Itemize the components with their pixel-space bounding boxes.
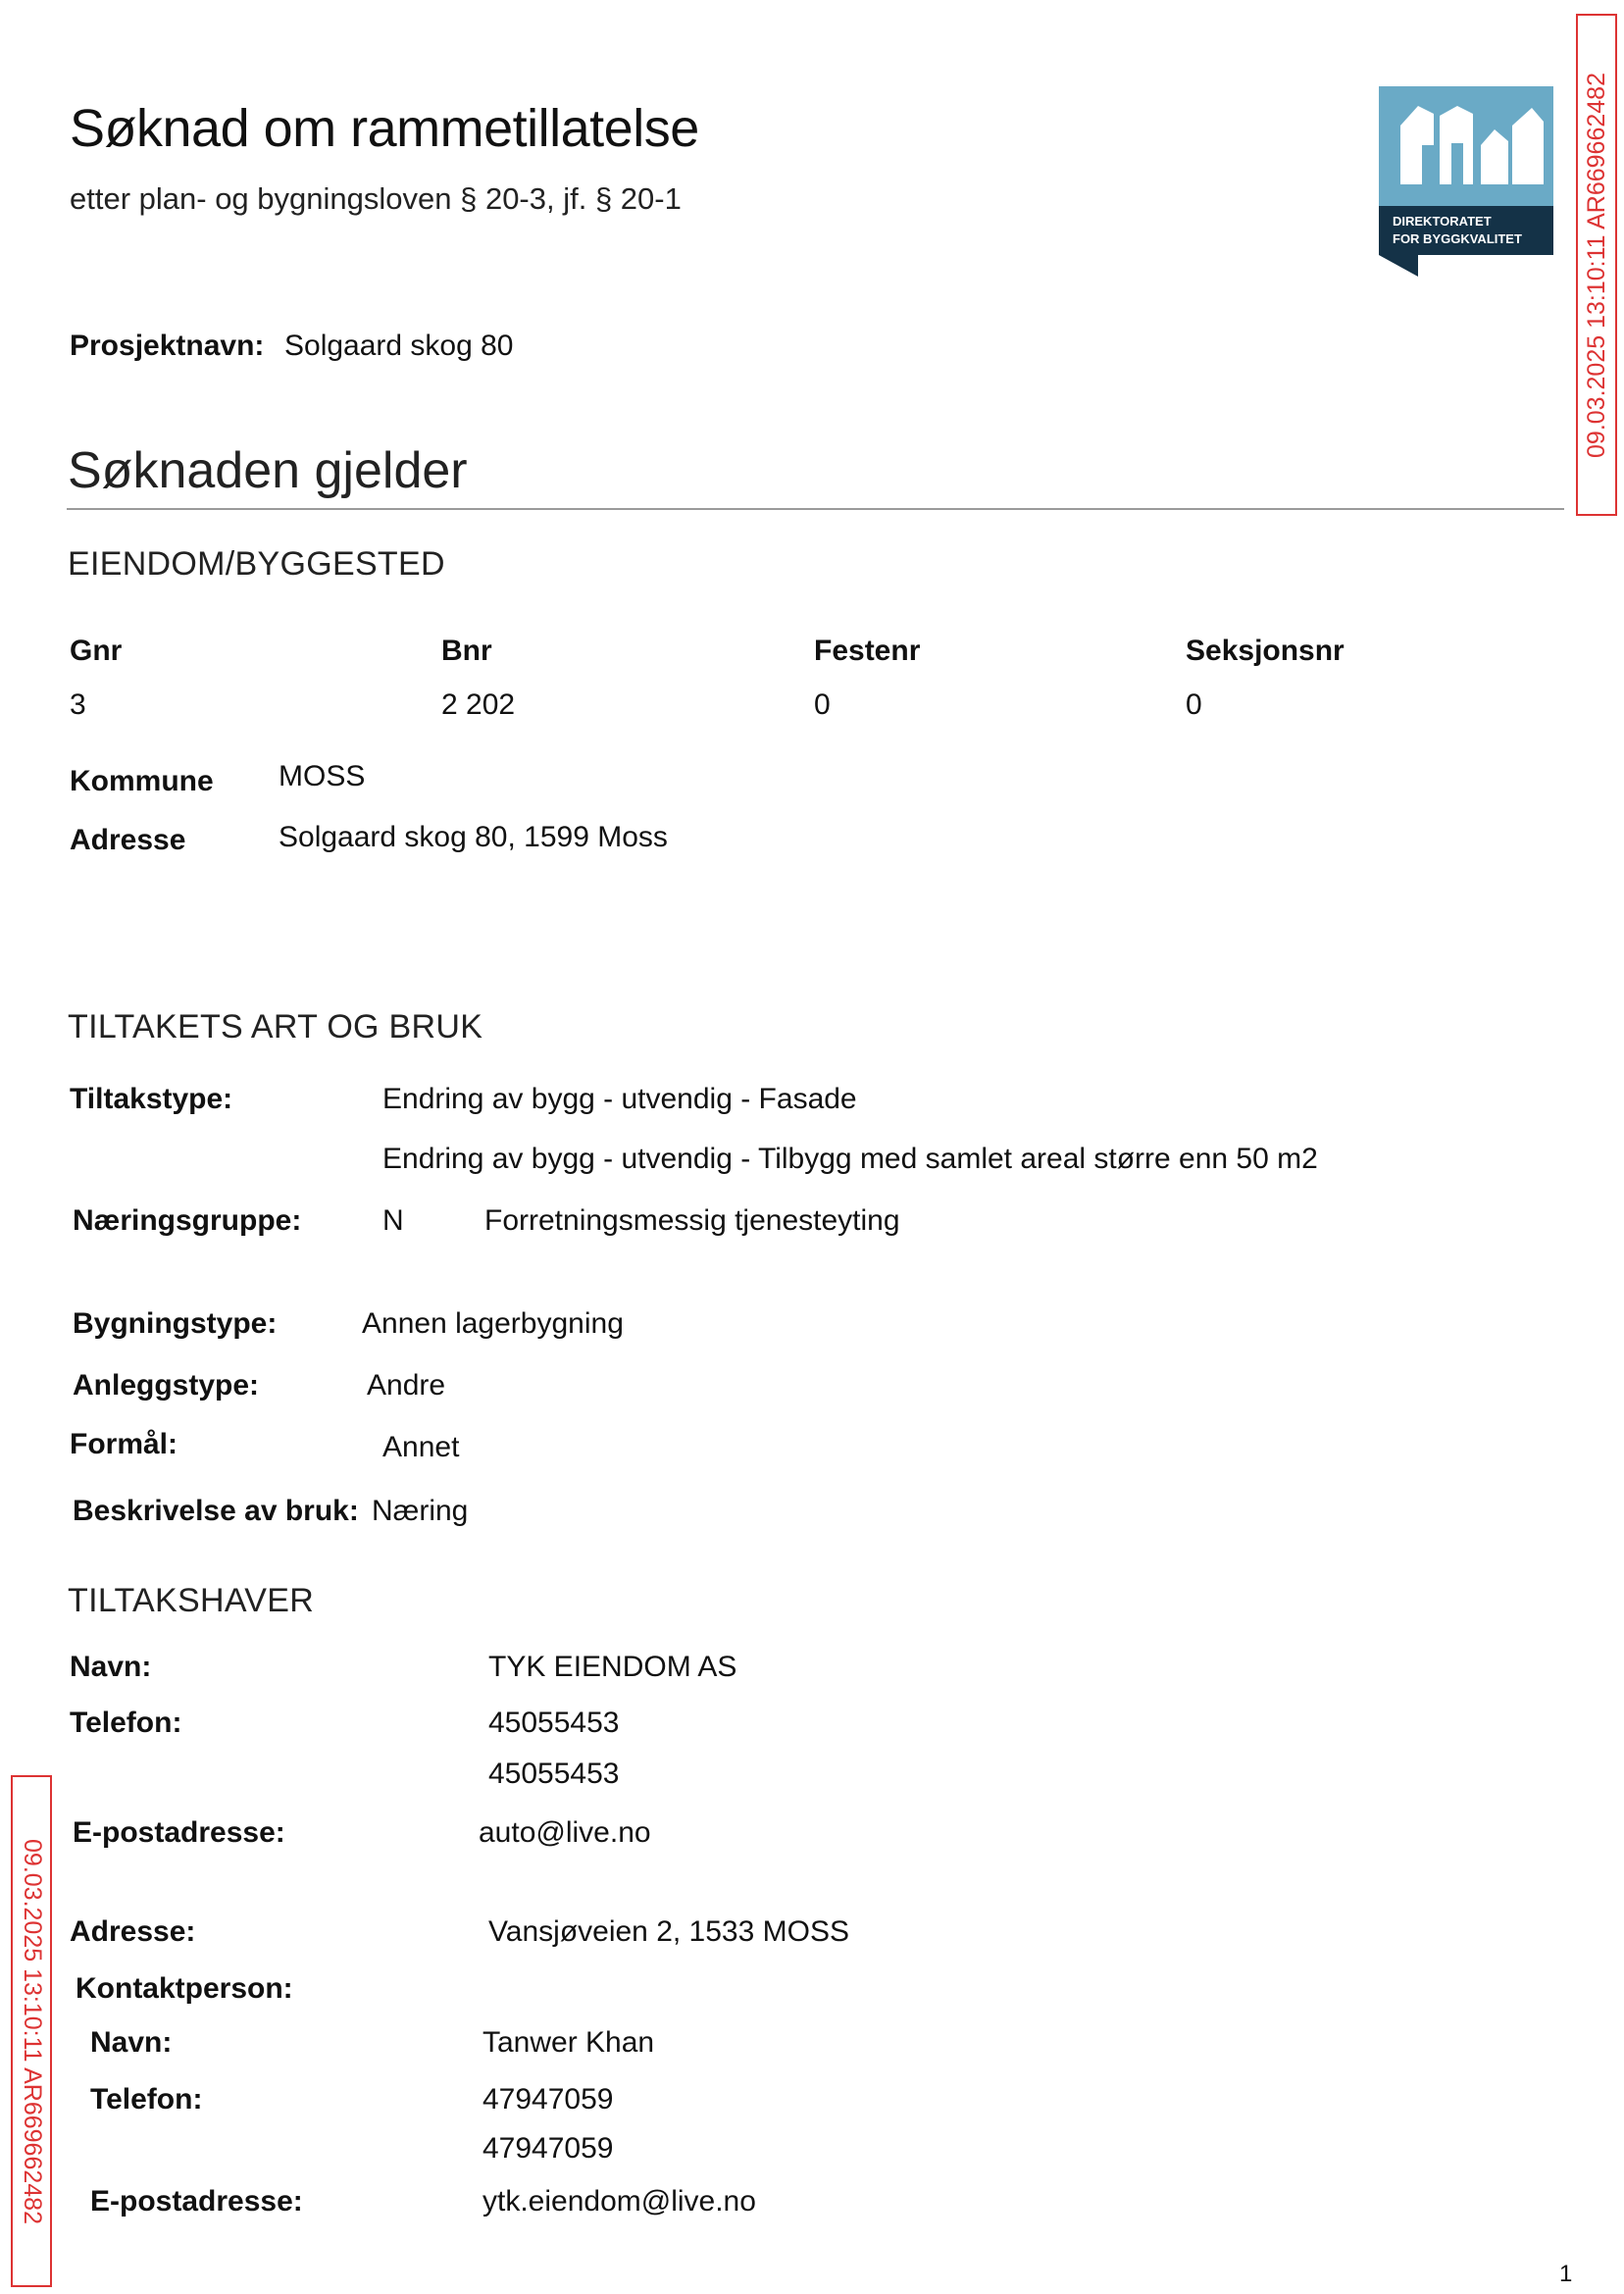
document-title: Søknad om rammetillatelse [70,99,699,158]
tiltakshaver-adresse-value: Vansjøveien 2, 1533 MOSS [488,1915,849,1948]
naeringsgruppe-code: N [382,1204,404,1237]
kontakt-navn-value: Tanwer Khan [482,2026,655,2059]
naeringsgruppe-label: Næringsgruppe: [73,1204,302,1237]
tiltakstype-value-1: Endring av bygg - utvendig - Fasade [382,1083,857,1115]
tiltakshaver-navn-label: Navn: [70,1651,152,1683]
kontakt-navn-label: Navn: [90,2026,173,2059]
kontakt-epost-value: ytk.eiendom@live.no [482,2185,756,2218]
tiltakshaver-epost-label: E-postadresse: [73,1816,285,1849]
tiltakshaver-telefon-label: Telefon: [70,1707,182,1739]
tiltakshaver-telefon-1: 45055453 [488,1707,620,1739]
stamp-text: 09.03.2025 13:10:11 AR669662482 [1582,72,1610,458]
tiltakshaver-navn-value: TYK EIENDOM AS [488,1651,737,1683]
logo-ribbon [1379,255,1418,277]
project-name-label: Prosjektnavn: [70,330,265,362]
kontakt-epost-label: E-postadresse: [90,2185,303,2218]
tiltakstype-label: Tiltakstype: [70,1083,233,1115]
kontakt-telefon-1: 47947059 [482,2083,614,2116]
bygningstype-label: Bygningstype: [73,1307,278,1340]
seksjonsnr-label: Seksjonsnr [1186,635,1345,667]
tiltak-heading: TILTAKETS ART OG BRUK [68,1008,483,1045]
tiltakshaver-adresse-label: Adresse: [70,1915,196,1948]
bygningstype-value: Annen lagerbygning [362,1307,624,1340]
bnr-label: Bnr [441,635,492,667]
logo-text-line2: FOR BYGGKVALITET [1393,231,1522,246]
logo-text-line1: DIREKTORATET [1393,214,1492,229]
timestamp-stamp-top [1576,14,1617,516]
kontaktperson-label: Kontaktperson: [76,1972,293,2005]
kontakt-telefon-label: Telefon: [90,2083,203,2116]
formal-label: Formål: [70,1428,178,1460]
anleggstype-label: Anleggstype: [73,1369,260,1402]
tiltakshaver-heading: TILTAKSHAVER [68,1582,315,1619]
kommune-value: MOSS [279,760,366,792]
festenr-value: 0 [814,688,831,721]
section-divider [67,508,1564,510]
bnr-value: 2 202 [441,688,516,721]
adresse-value: Solgaard skog 80, 1599 Moss [279,821,668,853]
project-name-value: Solgaard skog 80 [284,330,514,362]
tiltakstype-value-2: Endring av bygg - utvendig - Tilbygg med samlet areal større enn 50 m2 [382,1143,1318,1175]
section-title: Søknaden gjelder [68,442,468,499]
document-subtitle: etter plan- og bygningsloven § 20-3, jf. § 20-1 [70,181,682,216]
beskrivelse-label: Beskrivelse av bruk: [73,1495,359,1527]
seksjonsnr-value: 0 [1186,688,1202,721]
page-number: 1 [1559,2261,1573,2287]
stamp-text: 09.03.2025 13:10:11 AR669662482 [18,1838,46,2224]
kommune-label: Kommune [70,765,214,797]
dibk-logo [1379,86,1553,277]
anleggstype-value: Andre [367,1369,446,1402]
naeringsgruppe-text: Forretningsmessig tjenesteyting [484,1204,900,1237]
beskrivelse-value: Næring [372,1495,469,1527]
gnr-label: Gnr [70,635,123,667]
kontakt-telefon-2: 47947059 [482,2132,614,2165]
gnr-value: 3 [70,688,86,721]
tiltakshaver-epost-value: auto@live.no [479,1816,651,1849]
tiltakshaver-telefon-2: 45055453 [488,1758,620,1790]
formal-value: Annet [382,1431,460,1463]
timestamp-stamp-bottom [11,1775,52,2287]
festenr-label: Festenr [814,635,921,667]
adresse-label: Adresse [70,824,186,856]
eiendom-heading: EIENDOM/BYGGESTED [68,545,445,583]
